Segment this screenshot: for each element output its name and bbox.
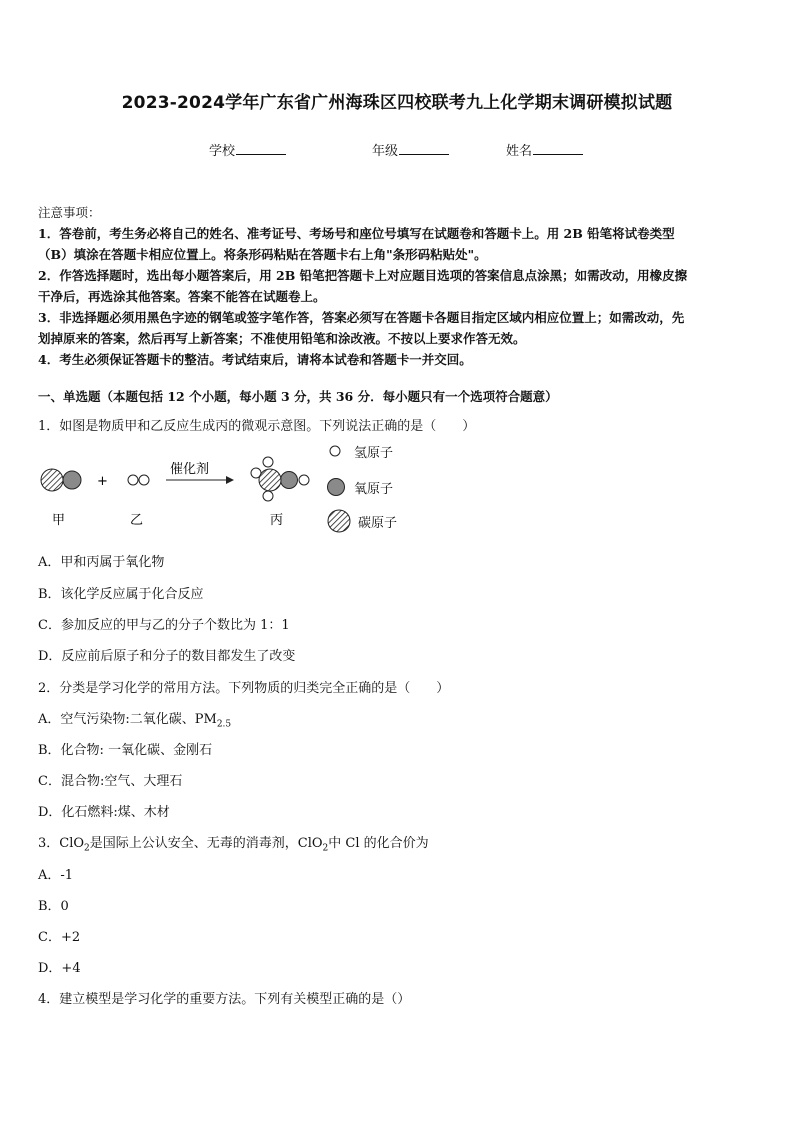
note-line: 3．非选择题必须用黑色字迹的钢笔或签字笔作答，答案必须写在答题卡各题目指定区域内相应位置上；如需改动，先 [38, 310, 685, 325]
legend-label: 氢原子 [354, 445, 394, 461]
legend-label: 碳原子 [358, 515, 398, 531]
q2-option-a [38, 708, 231, 730]
legend-carbon [326, 510, 397, 532]
note-line: 4．考生必须保证答题卡的整洁。考试结束后，请将本试卷和答题卡一并交回。 [38, 352, 472, 367]
page-title: 2023-2024学年广东省广州海珠区四校联考九上化学期末调研模拟试题 [121, 93, 673, 113]
notes-heading: 注意事项： [38, 205, 101, 220]
molecule-a [41, 469, 81, 491]
note-line: 干净后，再选涂其他答案。答案不能答在试题卷上。 [38, 289, 326, 304]
q3-option-d: D．+4 [38, 961, 81, 976]
q3-stem-sub: 2 [84, 843, 90, 854]
carbon-atom-icon [326, 508, 352, 534]
molecule-b [128, 475, 149, 485]
q2-option-a-text: A．空气污染物:二氧化碳、PM [38, 712, 217, 727]
q3-option-c: C．+2 [38, 930, 81, 945]
atom-legend [326, 440, 446, 540]
reaction-arrow [166, 476, 234, 484]
q2-option-c: C．混合物:空气、大理石 [38, 774, 183, 789]
question-3-stem [38, 832, 429, 854]
grade-blank [399, 142, 449, 155]
q3-option-a: A．-1 [38, 868, 74, 883]
question-4-stem: 4．建立模型是学习化学的重要方法。下列有关模型正确的是（） [38, 992, 411, 1007]
notes-block [38, 202, 758, 370]
q1-option-a: A．甲和丙属于氧化物 [38, 555, 165, 570]
note-line: 1．答卷前，考生务必将自己的姓名、准考证号、考场号和座位号填写在试题卷和答题卡上。用 2B 铅笔将试卷类型 [38, 226, 675, 241]
q3-stem-part: 是国际上公认安全、无毒的消毒剂，ClO [89, 836, 323, 851]
label-bing: 丙 [270, 513, 284, 528]
note-line: 划掉原来的答案，然后再写上新答案；不准使用铅笔和涂改液。不按以上要求作答无效。 [38, 331, 526, 346]
q3-stem-sub: 2 [322, 843, 329, 854]
q2-option-d: D．化石燃料:煤、木材 [38, 805, 170, 820]
name-field [506, 140, 583, 159]
legend-label: 氧原子 [354, 481, 394, 497]
q1-option-c: C．参加反应的甲与乙的分子个数比为 1：1 [38, 618, 290, 633]
school-field [209, 140, 286, 159]
grade-field [372, 140, 449, 159]
oxygen-atom-icon [326, 476, 348, 498]
hydrogen-atom-icon [326, 440, 348, 462]
label-jia: 甲 [52, 513, 66, 528]
plus-sign: + [97, 474, 108, 489]
q3-stem-part: 中 Cl 的化合价为 [328, 836, 429, 851]
q2-option-a-sub: 2.5 [216, 719, 232, 730]
molecule-c [251, 457, 309, 501]
q2-option-b: B．化合物: 一氧化碳、金刚石 [38, 743, 213, 758]
legend-hydrogen [326, 440, 393, 462]
question-2-stem: 2．分类是学习化学的常用方法。下列物质的归类完全正确的是（ ） [38, 681, 450, 696]
school-blank [236, 142, 286, 155]
question-1-stem: 1．如图是物质甲和乙反应生成丙的微观示意图。下列说法正确的是（ ） [38, 419, 476, 434]
school-label: 学校 [209, 144, 236, 159]
q3-option-b: B．0 [38, 899, 69, 914]
legend-oxygen [326, 476, 393, 498]
label-yi: 乙 [130, 513, 144, 528]
note-line: 2．作答选择题时，选出每小题答案后，用 2B 铅笔把答题卡上对应题目选项的答案信息点涂黑；如需改动，用橡皮擦 [38, 268, 688, 283]
section-heading: 一、单选题（本题包括 12 个小题，每小题 3 分，共 36 分．每小题只有一个选项符合题意） [38, 389, 558, 404]
catalyst-label: 催化剂 [170, 462, 210, 477]
note-line: （B）填涂在答题卡相应位置上。将条形码粘贴在答题卡右上角"条形码粘贴处"。 [38, 247, 487, 262]
name-label: 姓名 [506, 144, 533, 159]
grade-label: 年级 [372, 144, 399, 159]
name-blank [533, 142, 583, 155]
q1-option-b: B．该化学反应属于化合反应 [38, 587, 204, 602]
q1-option-d: D．反应前后原子和分子的数目都发生了改变 [38, 649, 296, 664]
q3-stem-part: 3．ClO [38, 836, 85, 851]
